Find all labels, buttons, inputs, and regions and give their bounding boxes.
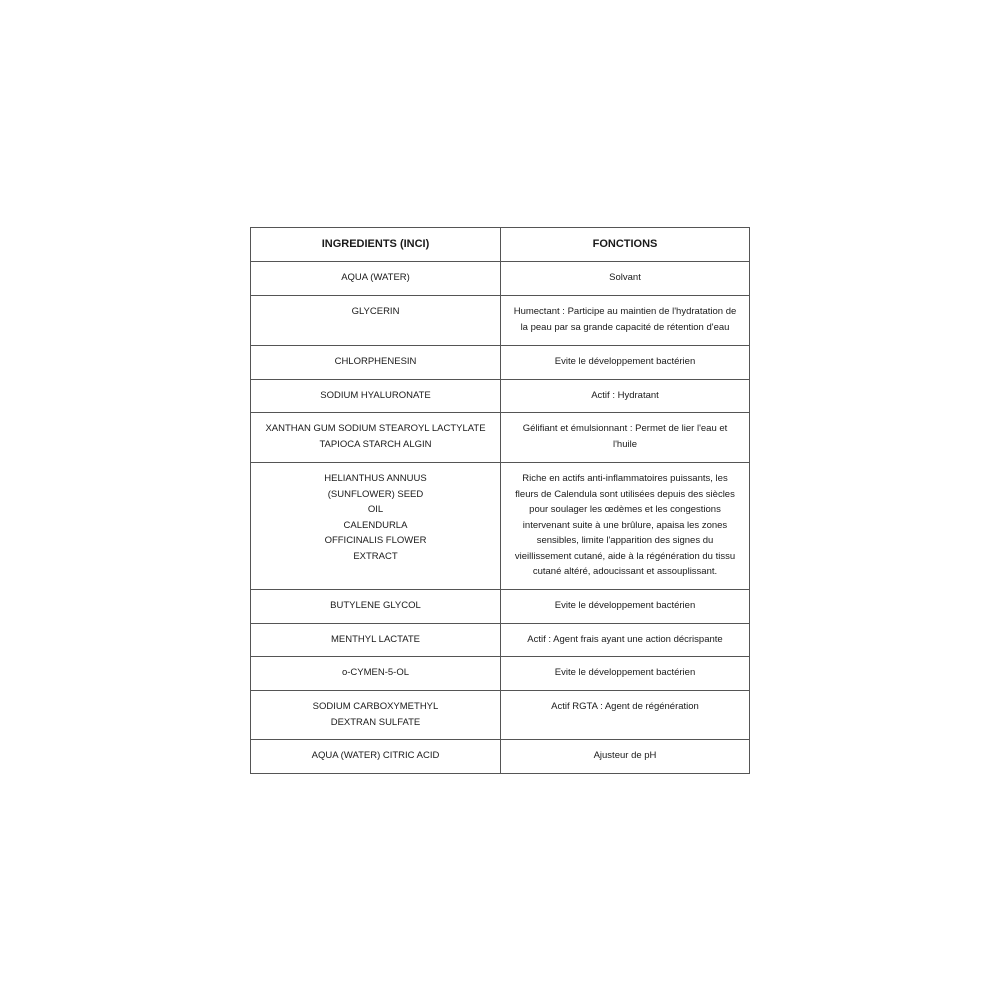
ingredient-cell: BUTYLENE GLYCOL	[251, 590, 501, 624]
table-header-row	[251, 228, 750, 262]
table-row	[251, 380, 750, 413]
table-row	[251, 691, 750, 740]
function-cell: Ajusteur de pH	[501, 740, 750, 774]
function-cell: Evite le développement bactérien	[501, 657, 750, 691]
table-row	[251, 624, 750, 657]
ingredient-cell: SODIUM CARBOXYMETHYL DEXTRAN SULFATE	[251, 691, 501, 740]
table-row	[251, 590, 750, 624]
header-functions: FONCTIONS	[501, 228, 750, 262]
header-ingredients: INGREDIENTS (INCI)	[251, 228, 501, 262]
table-row	[251, 346, 750, 380]
table-row	[251, 463, 750, 590]
ingredient-cell: SODIUM HYALURONATE	[251, 380, 501, 413]
ingredient-cell: GLYCERIN	[251, 296, 501, 346]
function-cell: Evite le développement bactérien	[501, 590, 750, 624]
table-row	[251, 657, 750, 691]
function-cell: Solvant	[501, 262, 750, 296]
function-cell: Actif : Hydratant	[501, 380, 750, 413]
table-row	[251, 740, 750, 774]
table-row	[251, 413, 750, 463]
ingredient-cell: HELIANTHUS ANNUUS (SUNFLOWER) SEED OIL CALENDURLA OFFICINALIS FLOWER EXTRACT	[251, 463, 501, 590]
ingredient-cell: CHLORPHENESIN	[251, 346, 501, 380]
function-cell: Humectant : Participe au maintien de l'hydratation de la peau par sa grande capacité de rétention d'eau	[501, 296, 750, 346]
function-cell: Evite le développement bactérien	[501, 346, 750, 380]
function-cell: Actif : Agent frais ayant une action décrispante	[501, 624, 750, 657]
table-row	[251, 262, 750, 296]
ingredient-cell: MENTHYL LACTATE	[251, 624, 501, 657]
function-cell: Riche en actifs anti-inflammatoires puissants, les fleurs de Calendula sont utilisées depuis des siècles pour soulager les œdèmes et les congestions intervenant suite à une brûlure, apaisa les zones sensibles, limite l'apparition des signes du vieillissement cutané, aide à la régénération du tissu cutané altéré, adoucissant et assouplissant.	[501, 463, 750, 590]
ingredient-cell: AQUA (WATER) CITRIC ACID	[251, 740, 501, 774]
ingredient-cell: o-CYMEN-5-OL	[251, 657, 501, 691]
ingredients-table	[250, 227, 750, 774]
ingredient-cell: XANTHAN GUM SODIUM STEAROYL LACTYLATE TAPIOCA STARCH ALGIN	[251, 413, 501, 463]
table-row	[251, 296, 750, 346]
function-cell: Gélifiant et émulsionnant : Permet de lier l'eau et l'huile	[501, 413, 750, 463]
function-cell: Actif RGTA : Agent de régénération	[501, 691, 750, 740]
ingredient-cell: AQUA (WATER)	[251, 262, 501, 296]
